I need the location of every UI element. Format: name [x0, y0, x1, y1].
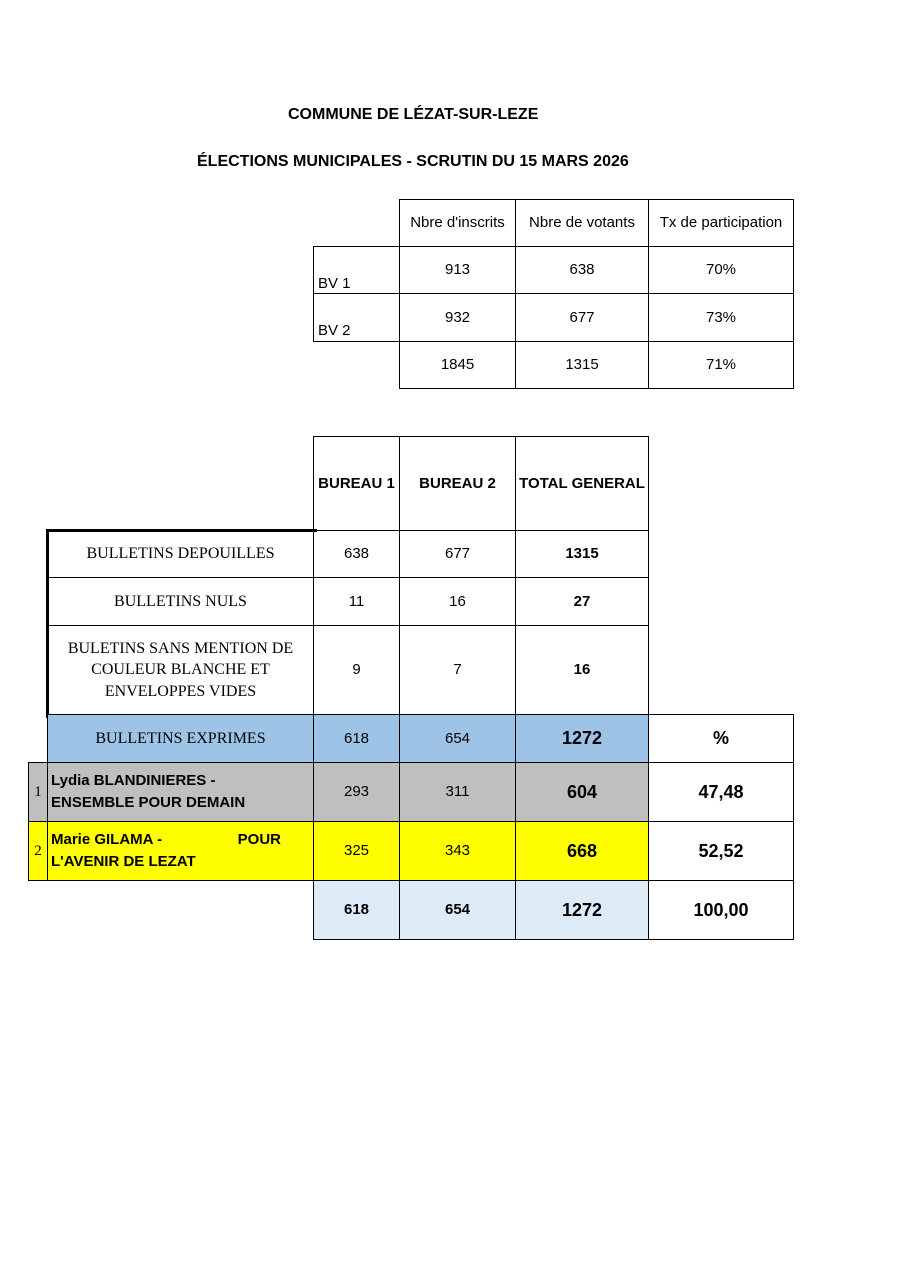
nuls-b1: 11 — [313, 577, 400, 626]
col-header-inscrits: Nbre d'inscrits — [399, 199, 516, 247]
col-header-total: TOTAL GENERAL — [515, 436, 649, 531]
label-exprimes: BULLETINS EXPRIMES — [47, 714, 314, 763]
exprimes-b1: 618 — [313, 714, 400, 763]
bv1-inscrits: 913 — [399, 246, 516, 294]
label-depouilles: BULLETINS DEPOUILLES — [47, 530, 314, 578]
candidate-2-label — [47, 821, 314, 881]
candidate-2-line1 — [51, 829, 291, 851]
candidate-2-list-part2: L'AVENIR DE LEZAT — [51, 853, 196, 870]
nuls-total: 27 — [515, 577, 649, 626]
pct-header: % — [648, 714, 794, 763]
candidate-1-name: Lydia BLANDINIERES - — [51, 772, 216, 790]
candidate-2-number: 2 — [28, 821, 48, 881]
bv2-taux: 73% — [648, 293, 794, 342]
bv2-label: BV 2 — [318, 322, 351, 339]
blancs-b2: 7 — [399, 625, 516, 715]
candidate-1-b1: 293 — [313, 762, 400, 822]
col-header-votants: Nbre de votants — [515, 199, 649, 247]
totals-pct: 100,00 — [648, 880, 794, 940]
col-header-bureau2: BUREAU 2 — [399, 436, 516, 531]
total-votants: 1315 — [515, 341, 649, 389]
blancs-b1: 9 — [313, 625, 400, 715]
row-label-bv2 — [313, 293, 400, 342]
label-blancs: BULETINS SANS MENTION DE COULEUR BLANCHE ET ENVELOPPES VIDES — [47, 625, 314, 715]
election-title: ÉLECTIONS MUNICIPALES - SCRUTIN DU 15 MARS 2026 — [197, 153, 629, 170]
depouilles-total: 1315 — [515, 530, 649, 578]
bv1-votants: 638 — [515, 246, 649, 294]
bv2-inscrits: 932 — [399, 293, 516, 342]
bv1-taux: 70% — [648, 246, 794, 294]
candidate-2-list-part1: POUR — [237, 831, 281, 849]
candidate-2-b1: 325 — [313, 821, 400, 881]
total-taux: 71% — [648, 341, 794, 389]
label-nuls: BULLETINS NULS — [47, 577, 314, 626]
candidate-1-text — [51, 770, 291, 814]
candidate-2-total: 668 — [515, 821, 649, 881]
depouilles-b2: 677 — [399, 530, 516, 578]
blancs-total: 16 — [515, 625, 649, 715]
candidate-2-b2: 343 — [399, 821, 516, 881]
candidate-1-pct: 47,48 — [648, 762, 794, 822]
row-label-bv1 — [313, 246, 400, 294]
exprimes-total: 1272 — [515, 714, 649, 763]
candidate-1-number: 1 — [28, 762, 48, 822]
candidate-1-label — [47, 762, 314, 822]
totals-b1: 618 — [313, 880, 400, 940]
candidate-1-list: ENSEMBLE POUR DEMAIN — [51, 794, 246, 811]
totals-b2: 654 — [399, 880, 516, 940]
candidate-1-total: 604 — [515, 762, 649, 822]
nuls-b2: 16 — [399, 577, 516, 626]
totals-total: 1272 — [515, 880, 649, 940]
col-header-taux: Tx de participation — [648, 199, 794, 247]
candidate-2-pct: 52,52 — [648, 821, 794, 881]
candidate-2-text — [51, 829, 291, 873]
col-header-bureau1: BUREAU 1 — [313, 436, 400, 531]
depouilles-b1: 638 — [313, 530, 400, 578]
bv1-label: BV 1 — [318, 275, 351, 292]
commune-title: COMMUNE DE LÉZAT-SUR-LEZE — [288, 106, 539, 123]
candidate-2-name: Marie GILAMA - — [51, 831, 163, 849]
candidate-1-b2: 311 — [399, 762, 516, 822]
total-inscrits: 1845 — [399, 341, 516, 389]
exprimes-b2: 654 — [399, 714, 516, 763]
bv2-votants: 677 — [515, 293, 649, 342]
